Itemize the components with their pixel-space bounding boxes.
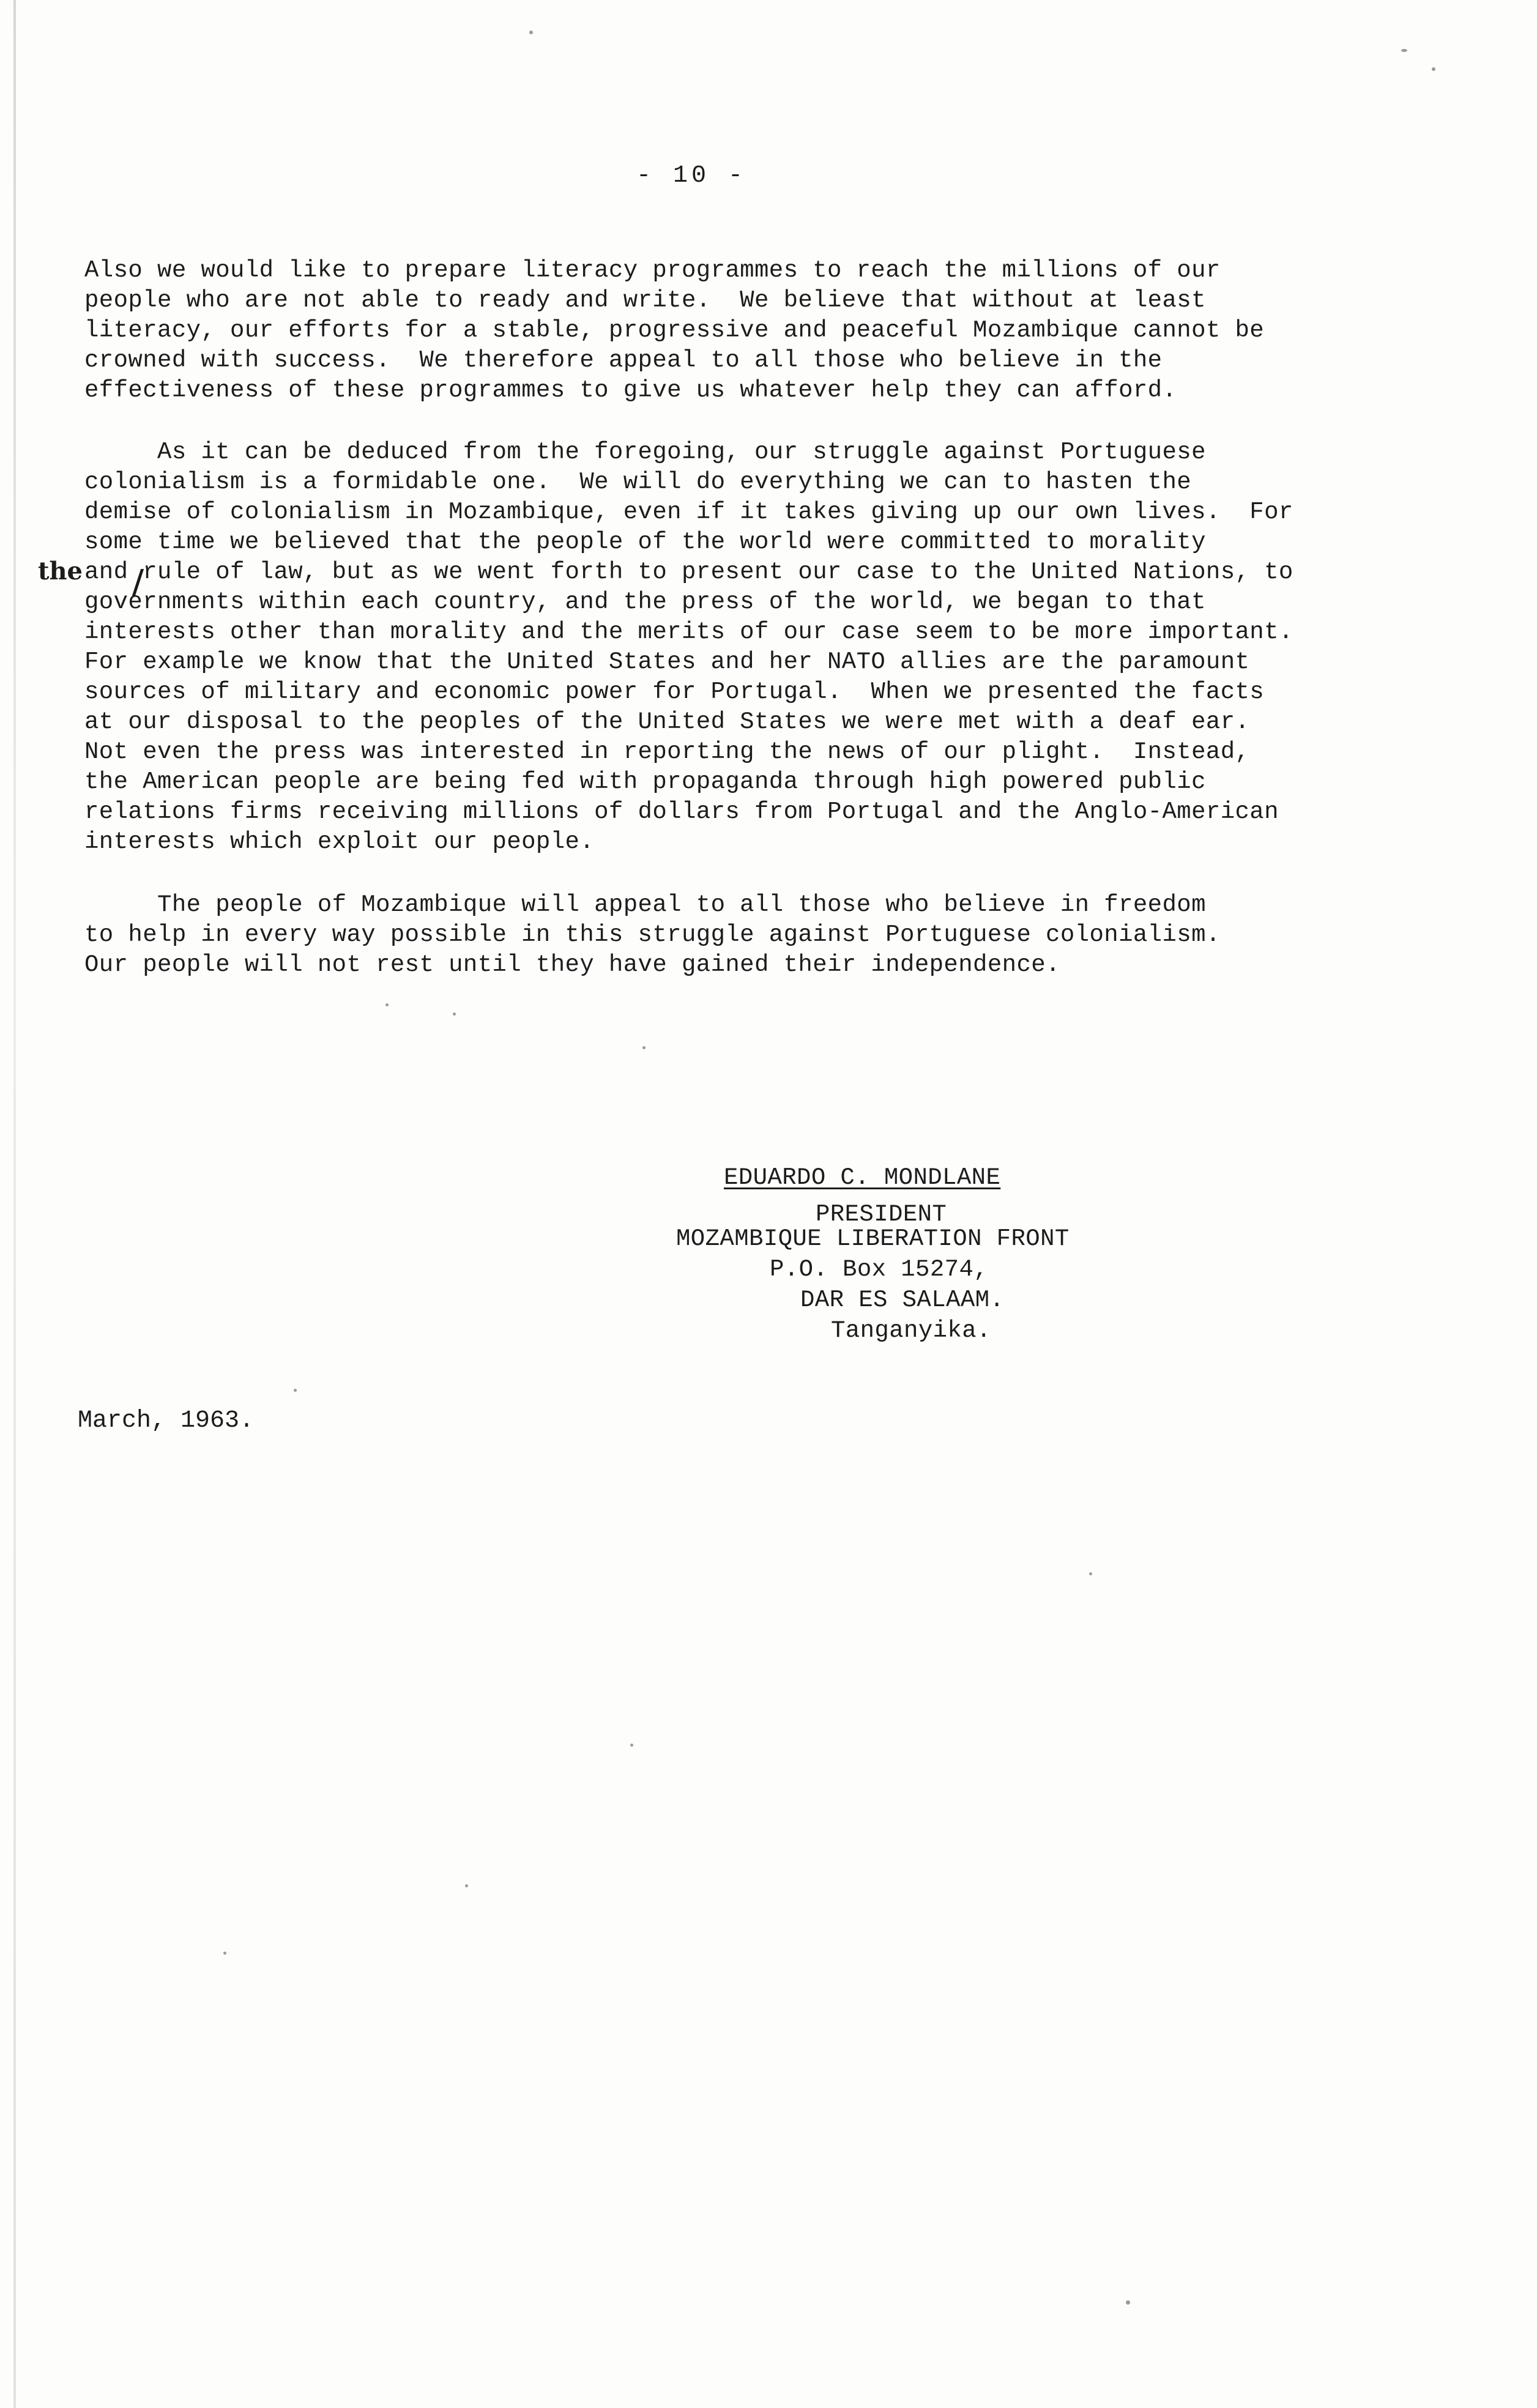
scan-speck [453, 1013, 456, 1016]
paragraph-1-line: literacy, our efforts for a stable, progressive and peaceful Mozambique cannot be [84, 317, 1265, 344]
scan-speck [529, 31, 533, 34]
paragraph-1-line: Also we would like to prepare literacy programmes to reach the millions of our [84, 257, 1221, 284]
paragraph-2-line: some time we believed that the people of the world were committed to morality [84, 529, 1206, 556]
paragraph-2-line: interests which exploit our people. [84, 828, 595, 855]
paragraph-1-line: crowned with success. We therefore appeal to all those who believe in the [84, 347, 1163, 374]
scan-speck [294, 1389, 297, 1392]
paragraph-2-line: Not even the press was interested in reporting the news of our plight. Instead, [84, 738, 1250, 765]
page-number: - 10 - [636, 162, 747, 190]
signatory-organization: MOZAMBIQUE LIBERATION FRONT [676, 1225, 1070, 1252]
paragraph-2-line: governments within each country, and the press of the world, we began to that [84, 589, 1206, 615]
scan-speck [1126, 2300, 1130, 2305]
paragraph-3-line: to help in every way possible in this struggle against Portuguese colonialism. [84, 921, 1221, 948]
scan-speck [630, 1744, 633, 1747]
scan-speck [385, 1003, 389, 1006]
address-country: Tanganyika. [831, 1317, 991, 1344]
scan-speck [642, 1046, 646, 1049]
scan-speck [1089, 1572, 1092, 1575]
paragraph-3-line: Our people will not rest until they have gained their independence. [84, 951, 1060, 978]
page-edge-shadow [13, 0, 16, 2408]
paragraph-3-line: The people of Mozambique will appeal to all those who believe in freedom [84, 891, 1206, 918]
signatory-name: EDUARDO C. MONDLANE [724, 1164, 1001, 1191]
paragraph-2-line: at our disposal to the peoples of the United States we were met with a deaf ear. [84, 708, 1250, 735]
scan-speck [465, 1884, 468, 1887]
signatory-title: PRESIDENT [816, 1201, 947, 1228]
scan-speck [1432, 67, 1435, 71]
paragraph-2-line: and rule of law, but as we went forth to present our case to the United Nations, to [84, 559, 1293, 585]
document-date: March, 1963. [78, 1407, 255, 1435]
scan-speck [223, 1952, 226, 1955]
paragraph-2-line: As it can be deduced from the foregoing, our struggle against Portuguese [84, 439, 1206, 466]
paragraph-2-line: interests other than morality and the merits of our case seem to be more important. [84, 619, 1293, 645]
paragraph-2-line: the American people are being fed with propaganda through high powered public [84, 768, 1206, 795]
paragraph-2-line: For example we know that the United States and her NATO allies are the paramount [84, 648, 1250, 675]
address-po-box: P.O. Box 15274, [770, 1256, 989, 1283]
paragraph-2-line: relations firms receiving millions of dollars from Portugal and the Anglo-American [84, 798, 1279, 825]
scan-speck [1401, 49, 1407, 52]
paragraph-1-line: effectiveness of these programmes to give us whatever help they can afford. [84, 377, 1177, 404]
paragraph-2-line: demise of colonialism in Mozambique, even if it takes giving up our own lives. For [84, 499, 1293, 526]
paragraph-1-line: people who are not able to ready and write. We believe that without at least [84, 287, 1206, 314]
address-city: DAR ES SALAAM. [800, 1287, 1005, 1314]
paragraph-2-line: sources of military and economic power for Portugal. When we presented the facts [84, 678, 1265, 705]
paragraph-2-line: colonialism is a formidable one. We will do everything we can to hasten the [84, 469, 1192, 496]
handwritten-margin-note: the [38, 557, 83, 585]
